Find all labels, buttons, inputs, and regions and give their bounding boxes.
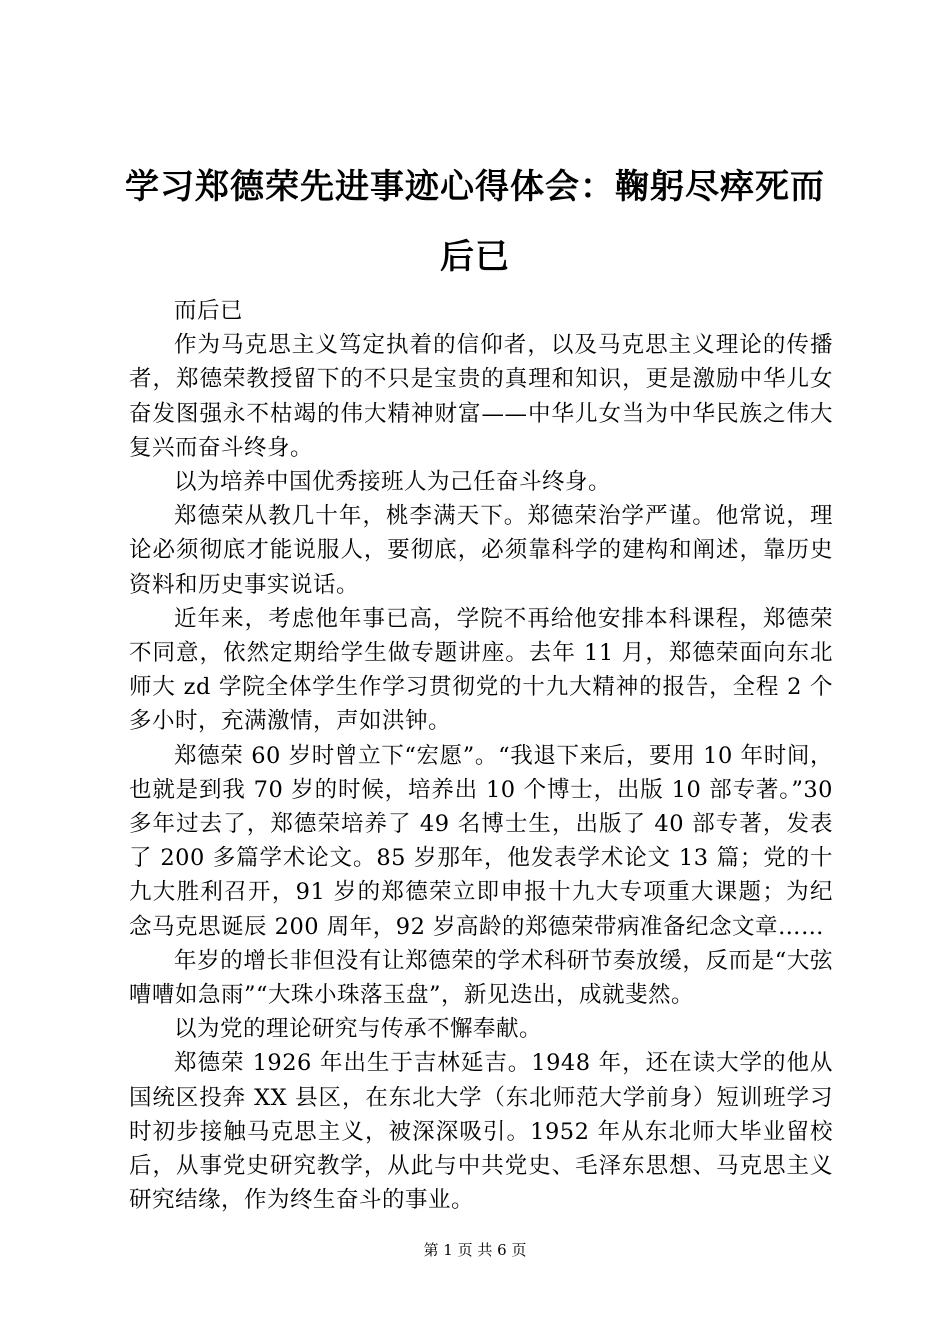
paragraph: 以为培养中国优秀接班人为己任奋斗终身。	[174, 469, 612, 496]
paragraph: 郑德荣从教几十年，桃李满天下。郑德荣治学严谨。他常说，理论必须彻底才能说服人，要彻底，必须靠科学的建构和阐述，靠历史资料和历史事实说话。	[129, 503, 833, 598]
paragraph: 年岁的增长非但没有让郑德荣的学术科研节奏放缓，反而是“大弦嘈嘈如急雨”“大珠小珠落玉盘”，新见迭出，成就斐然。	[129, 947, 833, 1009]
paragraph: 而后已	[174, 298, 244, 324]
paragraph: 以为党的理论研究与传承不懈奉献。	[174, 1016, 543, 1043]
paragraph: 郑德荣 60 岁时曾立下“宏愿”。“我退下来后，要用 10 年时间，也就是到我 70 岁的时候，培养出 10 个博士，出版 10 部专著。”30 多年过去了，郑德荣培养了 49 名博士生，出版了 40 部专著，发表了 200 多篇学术论文。85 岁那年，他发表学术论文 13 篇；党的十九大胜利召开，91 岁的郑德荣立即申报十九大专项重大课题；为纪念马克思诞辰 200 周年，92 岁高龄的郑德荣带病准备纪念文章……	[129, 742, 833, 940]
paragraph: 近年来，考虑他年事已高，学院不再给他安排本科课程，郑德荣不同意，依然定期给学生做专题讲座。去年 11 月，郑德荣面向东北师大 zd 学院全体学生作学习贯彻党的十九大精神的报告，全程 2 个多小时，充满激情，声如洪钟。	[129, 605, 833, 735]
paragraph: 郑德荣 1926 年出生于吉林延吉。1948 年，还在读大学的他从国统区投奔 XX 县区，在东北大学（东北师范大学前身）短训班学习时初步接触马克思主义，被深深吸引。1952 年从东北师大毕业留校后，从事党史研究教学，从此与中共党史、毛泽东思想、马克思主义研究结缘，作为终生奋斗的事业。	[129, 1050, 833, 1214]
page-footer: 第 1 页 共 6 页	[423, 1241, 527, 1259]
paragraph: 作为马克思主义笃定执着的信仰者，以及马克思主义理论的传播者，郑德荣教授留下的不只是宝贵的真理和知识，更是激励中华儿女奋发图强永不枯竭的伟大精神财富——中华儿女当为中华民族之伟大复兴而奋斗终身。	[129, 332, 833, 461]
document-body	[129, 294, 833, 1217]
document-title: 学习郑德荣先进事迹心得体会：鞠躬尽瘁死而后已	[125, 167, 825, 277]
